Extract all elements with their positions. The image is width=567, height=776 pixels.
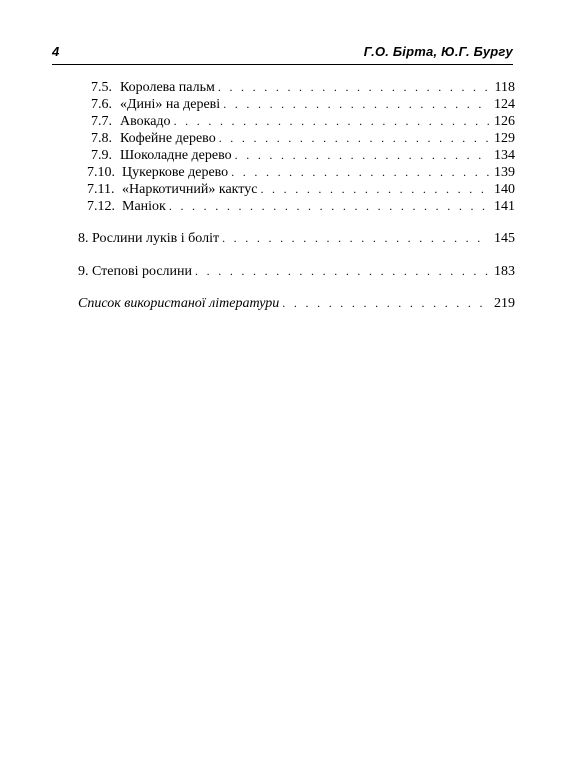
toc-entry-title: «Наркотичний» кактус	[122, 182, 258, 197]
toc-chapter-page: 183	[494, 264, 515, 279]
toc-entry-page: 124	[494, 97, 515, 112]
toc-entry-page: 140	[494, 182, 515, 197]
toc-entry-page: 139	[494, 165, 515, 180]
toc-chapter[interactable]	[78, 230, 515, 247]
toc-chapter-title: 8. Рослини луків і боліт	[78, 231, 220, 246]
toc-entry-title: «Дині» на дереві	[120, 97, 221, 112]
toc-references[interactable]	[78, 295, 515, 312]
toc-entry-title: Королева пальм	[120, 80, 215, 95]
toc-entry-page: 129	[494, 131, 515, 146]
page-header	[52, 44, 513, 64]
dot-leader	[228, 164, 489, 180]
toc-entry[interactable]	[87, 164, 515, 181]
toc-references-title: Список використаної літератури	[78, 296, 280, 311]
page-number: 4	[52, 44, 60, 59]
toc-chapter-page: 145	[494, 231, 515, 246]
dot-leader	[219, 230, 489, 246]
toc-chapter-title: 9. Степові рослини	[78, 264, 193, 279]
dot-leader	[216, 130, 489, 146]
toc-entry-number: 7.9.	[91, 148, 112, 163]
dot-leader	[232, 147, 489, 163]
toc-entry-title: Авокадо	[120, 114, 171, 129]
toc-entry[interactable]	[91, 113, 515, 130]
dot-leader	[257, 181, 489, 197]
toc-entry[interactable]	[91, 96, 515, 113]
toc-entry-page: 118	[494, 80, 515, 95]
toc-entry-number: 7.6.	[91, 97, 112, 112]
dot-leader	[215, 79, 489, 95]
toc-entry-title: Цукеркове дерево	[122, 165, 229, 180]
toc-entry-title: Маніок	[122, 199, 166, 214]
toc-entry[interactable]	[87, 198, 515, 215]
toc-entry-number: 7.7.	[91, 114, 112, 129]
toc-entry-title: Кофейне дерево	[120, 131, 216, 146]
toc-entry-page: 141	[494, 199, 515, 214]
toc-entry[interactable]	[91, 147, 515, 164]
toc-entry-number: 7.10.	[87, 165, 115, 180]
toc-references-page: 219	[494, 296, 515, 311]
toc-entry[interactable]	[91, 130, 515, 147]
dot-leader	[220, 96, 489, 112]
dot-leader	[166, 198, 489, 214]
dot-leader	[192, 263, 489, 279]
toc-chapter[interactable]	[78, 263, 515, 280]
toc-entry-number: 7.11.	[87, 182, 115, 197]
toc-entry-page: 134	[494, 148, 515, 163]
toc-entry-number: 7.12.	[87, 199, 115, 214]
toc-entry[interactable]	[91, 79, 515, 96]
toc-entry-number: 7.5.	[91, 80, 112, 95]
toc-entry-page: 126	[494, 114, 515, 129]
toc-entry-title: Шоколадне дерево	[120, 148, 232, 163]
running-head-authors: Г.О. Бірта, Ю.Г. Бургу	[363, 44, 513, 59]
toc-entry-number: 7.8.	[91, 131, 112, 146]
toc-entry[interactable]	[87, 181, 515, 198]
dot-leader	[171, 113, 489, 129]
dot-leader	[279, 295, 489, 311]
header-rule	[52, 64, 513, 65]
